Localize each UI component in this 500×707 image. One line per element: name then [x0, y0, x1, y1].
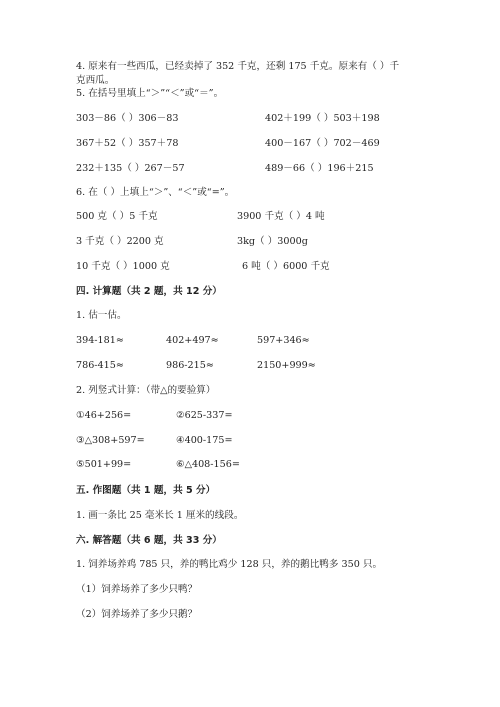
section4-q1-title: 1. 估一估。: [76, 310, 127, 321]
q5-item: 232＋135（ ）267－57: [76, 163, 185, 174]
vertical-calc-item: ①46+256=: [76, 410, 132, 421]
vertical-calc-item: ②625-337=: [176, 410, 233, 421]
q6-item: 500 克（ ）5 千克: [76, 211, 158, 222]
q5-title: 5. 在括号里填上“＞”“＜”或“＝”。: [76, 88, 224, 99]
q4-line1: 4. 原来有一些西瓜，已经卖掉了 352 千克，还剩 175 千克。原来有（ ）千: [76, 61, 400, 72]
q5-item: 402＋199（ ）503＋198: [265, 113, 380, 124]
vertical-calc-item: ⑤501+99=: [76, 459, 132, 470]
q6-item: 6 吨（ ）6000 千克: [242, 261, 330, 272]
section6-heading: 六. 解答题（共 6 题，共 33 分）: [76, 535, 222, 546]
q6-item: 3900 千克（ ）4 吨: [237, 211, 325, 222]
q6-title: 6. 在（ ）上填上“＞”、“＜”或“=”。: [76, 187, 235, 198]
section5-heading: 五. 作图题（共 1 题，共 5 分）: [76, 485, 216, 496]
estimate-item: 394-181≈: [76, 335, 124, 346]
q5-item: 367＋52（ ）357＋78: [76, 138, 179, 149]
section4-q2-title: 2. 列竖式计算：（带△的要验算）: [76, 385, 216, 396]
q4-line2: 克西瓜。: [76, 75, 115, 86]
estimate-item: 402+497≈: [166, 335, 219, 346]
q6-item: 3 千克（ ）2200 克: [76, 236, 164, 247]
vertical-calc-item: ⑥△408-156=: [176, 459, 240, 470]
section6-sub1: （1）饲养场养了多少只鸭？: [76, 584, 198, 595]
q5-item: 489－66（ ）196＋215: [265, 163, 374, 174]
estimate-item: 986-215≈: [166, 360, 214, 371]
vertical-calc-item: ③△308+597=: [76, 435, 145, 446]
estimate-item: 786-415≈: [76, 360, 124, 371]
estimate-item: 2150+999≈: [257, 360, 316, 371]
section6-q1: 1. 饲养场养鸡 785 只，养的鸭比鸡少 128 只，养的鹅比鸭多 350 只。: [76, 559, 383, 570]
section5-q1: 1. 画一条比 25 毫米长 1 厘米的线段。: [76, 510, 244, 521]
q5-item: 400－167（ ）702－469: [265, 138, 380, 149]
section4-heading: 四. 计算题（共 2 题，共 12 分）: [76, 286, 222, 297]
vertical-calc-item: ④400-175=: [176, 435, 233, 446]
section6-sub2: （2）饲养场养了多少只鹅？: [76, 609, 198, 620]
q5-item: 303－86（ ）306－83: [76, 113, 179, 124]
estimate-item: 597+346≈: [257, 335, 310, 346]
q6-item: 3kg（ ）3000g: [237, 236, 308, 247]
q6-item: 10 千克（ ）1000 克: [76, 261, 170, 272]
